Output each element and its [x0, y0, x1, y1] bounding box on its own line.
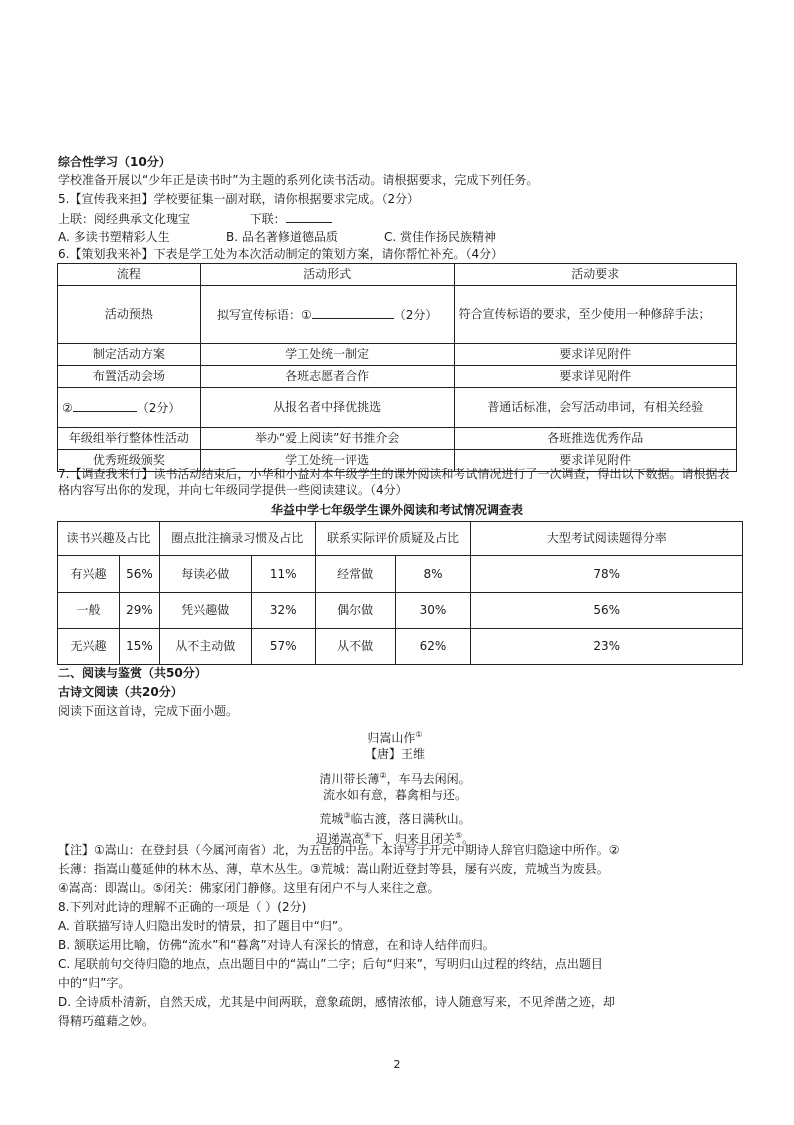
- survey-cell: 23%: [471, 629, 743, 665]
- poem-title-text: 归嵩山作: [367, 731, 416, 745]
- plan-row: [58, 428, 737, 450]
- page-number: 2: [393, 1058, 401, 1071]
- plan-cell: 要求详见附件: [454, 450, 737, 472]
- q5-option-c: C. 赏佳作扬民族精神: [384, 230, 497, 244]
- survey-cell: 8%: [395, 556, 471, 593]
- note-line: ④嵩高：即嵩山。⑤闭关：佛家闭门静修。这里有闭户不与人来往之意。: [58, 881, 440, 895]
- part2-subtitle: 古诗文阅读（共20分）: [58, 685, 183, 699]
- poem-line: 流水如有意，暮禽相与还。: [322, 788, 467, 802]
- plan-cell: [200, 286, 454, 344]
- survey-header-row: [58, 522, 743, 556]
- slogan-blank[interactable]: [312, 306, 394, 319]
- q7-stem: 7.【调查我来行】读书活动结束后，小华和小益对本年级学生的课外阅读和考试情况进行了一次调查，得出以下数据。请根据表格内容写出你的发现，并向七年级同学提供一些阅读建议。（4分）: [58, 467, 730, 497]
- plan-row: [58, 344, 737, 366]
- plan-cell: 各班推选优秀作品: [454, 428, 737, 450]
- process-blank[interactable]: [73, 399, 137, 412]
- q8-option-c-cont: 中的“归”字。: [58, 976, 131, 990]
- intro-text: 学校准备开展以“少年正是读书时”为主题的系列化读书活动。请根据要求，完成下列任务。: [58, 173, 539, 187]
- survey-cell: 一般: [58, 593, 120, 629]
- survey-row: [58, 629, 743, 665]
- process-points: （2分）: [136, 400, 181, 415]
- q8-option-d-cont: 得精巧蕴藉之妙。: [58, 1014, 155, 1028]
- plan-cell: 学工处统一制定: [200, 344, 454, 366]
- survey-header: 圈点批注摘录习惯及占比: [159, 522, 315, 556]
- survey-cell: 57%: [251, 629, 315, 665]
- poem-line: 清川带长薄②，车马去闲闲。: [319, 771, 471, 786]
- part2-title: 二、阅读与鉴赏（共50分）: [58, 666, 207, 680]
- survey-table: [57, 521, 743, 665]
- process-label: ②: [62, 400, 73, 415]
- q6-stem: 6.【策划我来补】下表是学工处为本次活动制定的策划方案，请你帮忙补充。（4分）: [58, 247, 504, 261]
- survey-cell: 29%: [119, 593, 159, 629]
- plan-cell: 要求详见附件: [454, 344, 737, 366]
- plan-cell: 举办“爱上阅读”好书推介会: [200, 428, 454, 450]
- note-mark: ②: [379, 771, 387, 780]
- plan-cell: 学工处统一评选: [200, 450, 454, 472]
- slogan-points: （2分）: [393, 307, 438, 322]
- note-line: 长薄：指嵩山蔓延伸的林木丛、薄，草木丛生。③荒城：嵩山附近登封等县，屡有兴废，荒城当为废县。: [58, 862, 609, 876]
- plan-cell: 从报名者中择优挑选: [200, 388, 454, 428]
- q8-option-d: D. 全诗质朴清新，自然天成，尤其是中间两联，意象疏朗，感情浓郁，诗人随意写来，不见斧凿之迹，却: [58, 995, 615, 1009]
- survey-cell: 有兴趣: [58, 556, 120, 593]
- survey-header: 大型考试阅读题得分率: [471, 522, 743, 556]
- plan-row: [58, 286, 737, 344]
- survey-cell: 56%: [119, 556, 159, 593]
- plan-cell: 布置活动会场: [58, 366, 201, 388]
- survey-cell: 15%: [119, 629, 159, 665]
- q5-stem: 5.【宣传我来担】学校要征集一副对联，请你根据要求完成。（2分）: [58, 192, 420, 206]
- plan-row: [58, 388, 737, 428]
- survey-cell: 凭兴趣做: [159, 593, 251, 629]
- plan-cell: 各班志愿者合作: [200, 366, 454, 388]
- plan-table: [57, 263, 737, 472]
- slogan-label: 拟写宣传标语：①: [216, 307, 312, 322]
- survey-header: 联系实际评价质疑及占比: [315, 522, 471, 556]
- lower-couplet-blank[interactable]: [286, 210, 332, 223]
- survey-cell: 62%: [395, 629, 471, 665]
- survey-row: [58, 593, 743, 629]
- plan-header-process: 流程: [58, 264, 201, 286]
- plan-cell: 年级组举行整体性活动: [58, 428, 201, 450]
- survey-cell: 从不主动做: [159, 629, 251, 665]
- survey-cell: 78%: [471, 556, 743, 593]
- plan-header-form: 活动形式: [200, 264, 454, 286]
- plan-cell: 符合宣传标语的要求，至少使用一种修辞手法；: [454, 286, 737, 344]
- plan-header-row: [58, 264, 737, 286]
- survey-cell: 每读必做: [159, 556, 251, 593]
- note-line: 【注】①嵩山：在登封县（今属河南省）北，为五岳的中岳。本诗写于开元中期诗人辞官归隐途中所作。②: [58, 843, 620, 857]
- poem-line: 荒城③临古渡，落日满秋山。: [319, 811, 471, 826]
- survey-cell: 11%: [251, 556, 315, 593]
- survey-header: 读书兴趣及占比: [58, 522, 160, 556]
- survey-cell: 偶尔做: [315, 593, 395, 629]
- survey-title: 华益中学七年级学生课外阅读和考试情况调查表: [270, 503, 523, 517]
- survey-cell: 56%: [471, 593, 743, 629]
- section-title: 综合性学习（10分）: [58, 155, 171, 169]
- note-mark: ③: [343, 811, 351, 820]
- q5-option-b: B. 品名著修道德品质: [226, 230, 338, 244]
- q5-option-a: A. 多读书塑精彩人生: [58, 230, 170, 244]
- q8-option-b: B. 颔联运用比喻，仿佛“流水”和“暮禽”对诗人有深长的情意，在和诗人结伴而归。: [58, 938, 495, 952]
- poem-author: 【唐】王维: [364, 747, 425, 761]
- plan-cell: 普通话标准，会写活动串词，有相关经验: [454, 388, 737, 428]
- plan-cell: 优秀班级颁奖: [58, 450, 201, 472]
- plan-cell: [58, 388, 201, 428]
- part2-instruction: 阅读下面这首诗，完成下面小题。: [58, 704, 239, 718]
- survey-row: [58, 556, 743, 593]
- plan-row: [58, 366, 737, 388]
- survey-cell: 经常做: [315, 556, 395, 593]
- note-mark: ⑤: [455, 831, 463, 840]
- plan-cell: 制定活动方案: [58, 344, 201, 366]
- poem-line: 迢递嵩高④下，归来且闭关⑤。: [315, 831, 475, 846]
- plan-cell: 要求详见附件: [454, 366, 737, 388]
- q8-stem: 8.下列对此诗的理解不正确的一项是（ ）(2分): [58, 900, 307, 914]
- note-mark: ①: [415, 730, 423, 739]
- q5-couplet: [58, 210, 332, 227]
- survey-cell: 30%: [395, 593, 471, 629]
- q8-option-c: C. 尾联前句交待归隐的地点，点出题目中的“嵩山”二字；后句“归来”，写明归山过程的终结，点出题目: [58, 957, 603, 971]
- survey-cell: 无兴趣: [58, 629, 120, 665]
- upper-couplet: 上联：阅经典承文化瑰宝: [58, 212, 191, 226]
- lower-couplet-label: 下联：: [249, 212, 286, 226]
- plan-cell: 活动预热: [58, 286, 201, 344]
- survey-cell: 从不做: [315, 629, 395, 665]
- note-mark: ④: [363, 831, 371, 840]
- q8-option-a: A. 首联描写诗人归隐出发时的情景，扣了题目中“归”。: [58, 919, 351, 933]
- plan-header-req: 活动要求: [454, 264, 737, 286]
- q5-options: [58, 229, 497, 245]
- survey-cell: 32%: [251, 593, 315, 629]
